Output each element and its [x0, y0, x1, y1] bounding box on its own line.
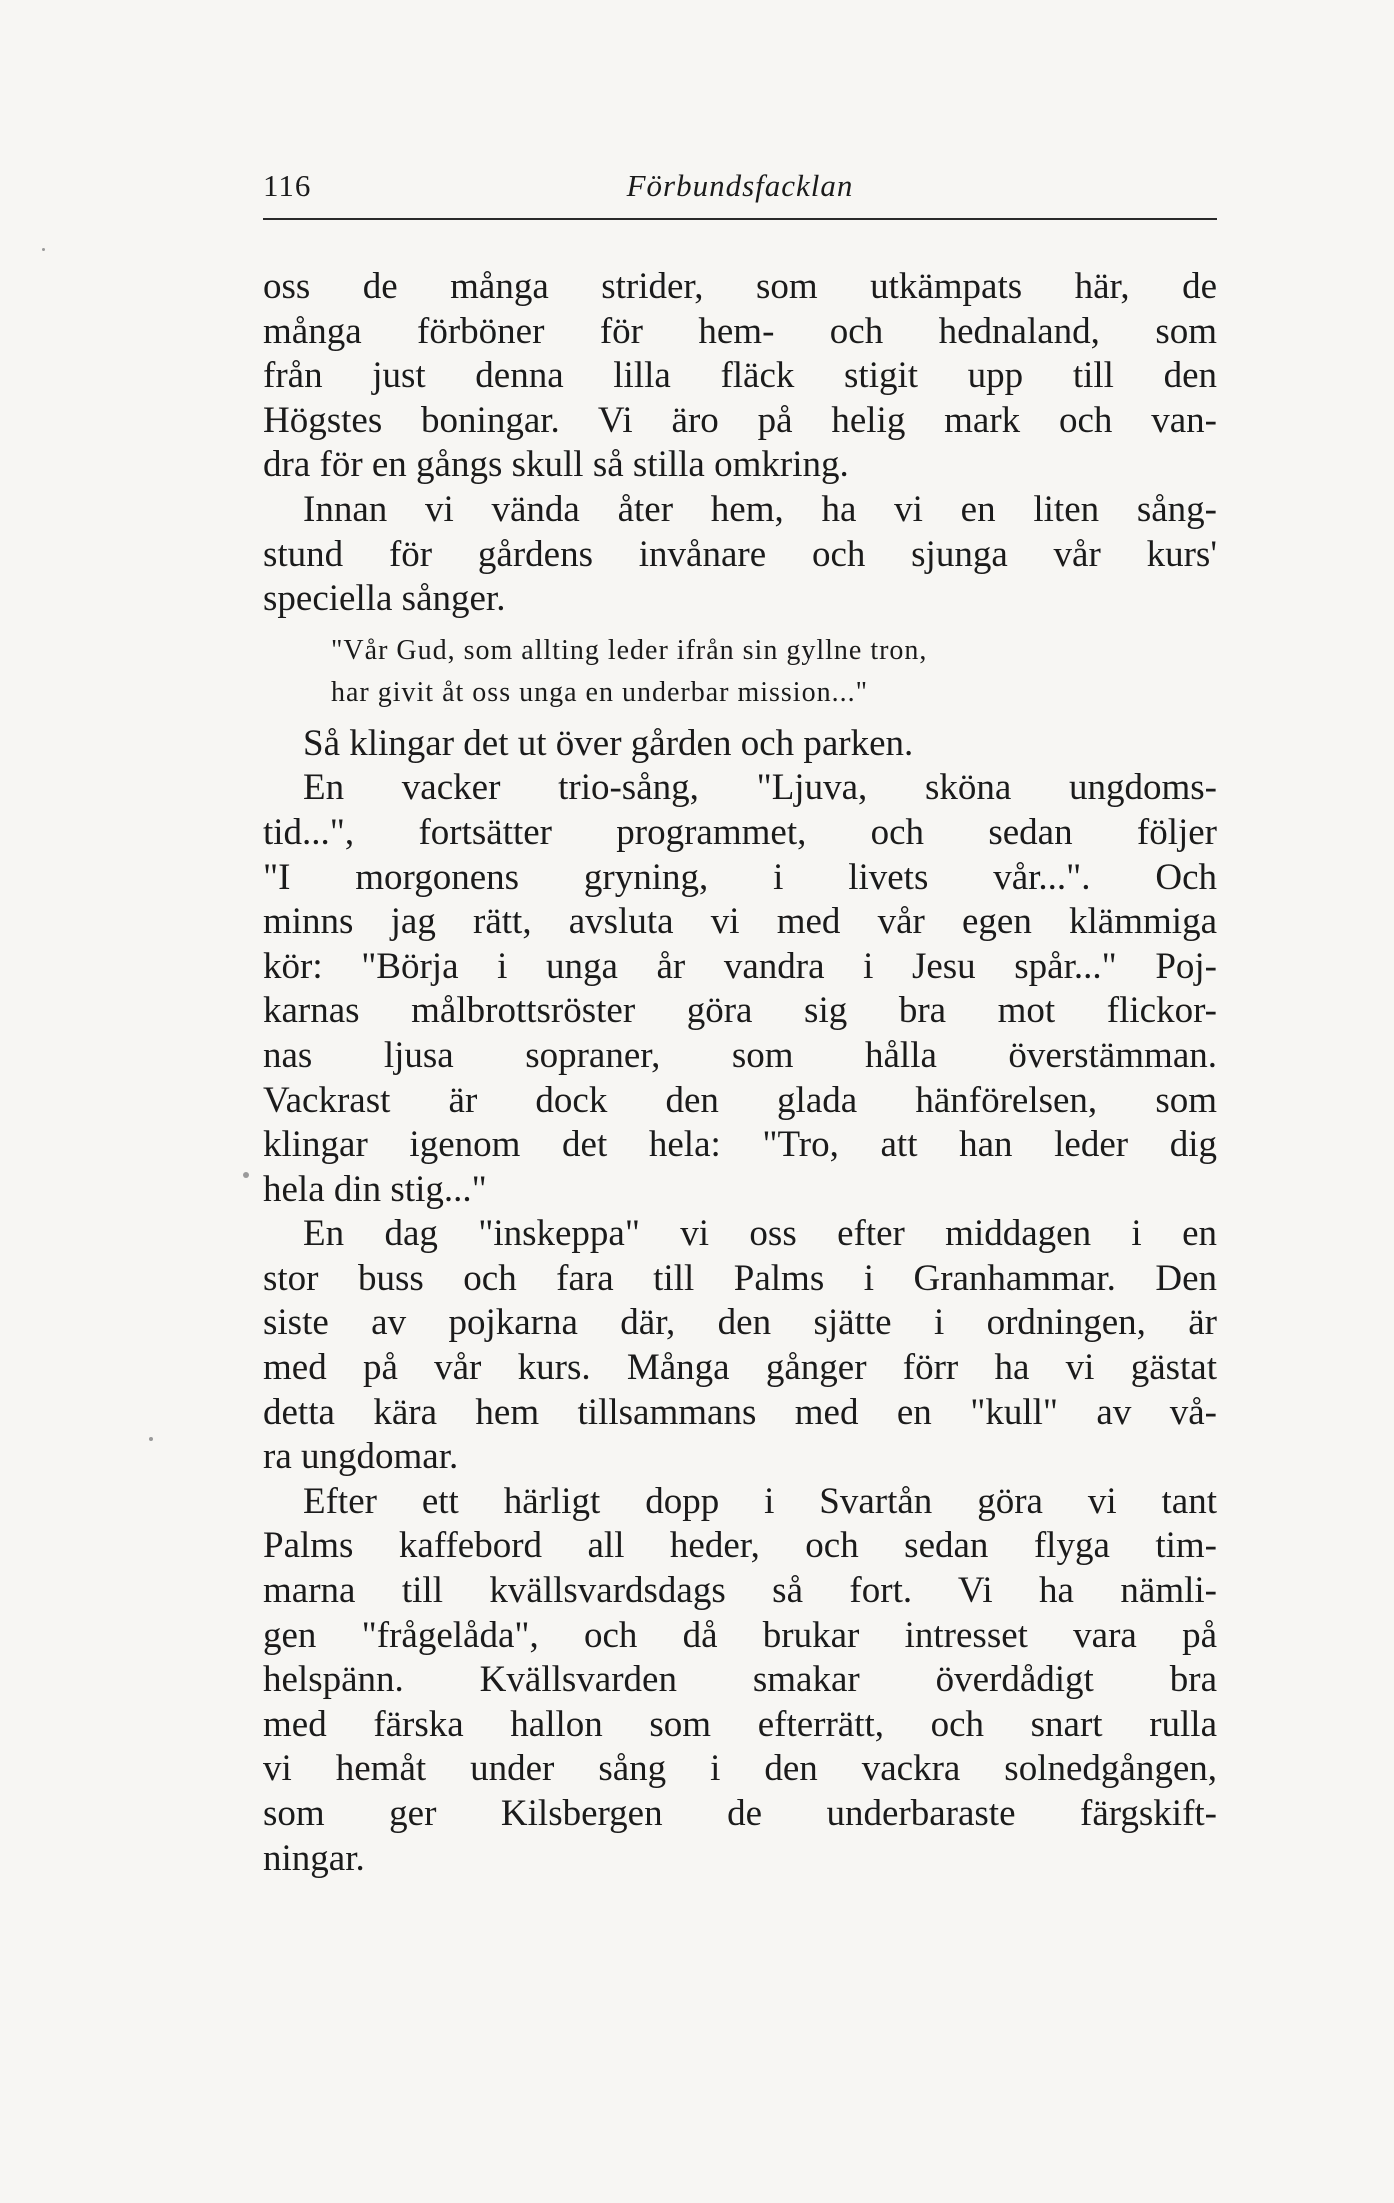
text-line: hela din stig...": [263, 1168, 487, 1210]
text-line: Högstes boningar. Vi äro på helig mark och van-: [263, 399, 1217, 441]
text-line: siste av pojkarna där, den sjätte i ordningen, är: [263, 1302, 1217, 1344]
text-line: Palms kaffebord all heder, och sedan flyga tim-: [263, 1525, 1217, 1567]
text-line: ningar.: [263, 1837, 365, 1879]
scan-speck: [243, 1172, 249, 1178]
text-line: detta kära hem tillsammans med en "kull" av vå-: [263, 1391, 1217, 1433]
text-line: dra för en gångs skull så stilla omkring.: [263, 444, 849, 486]
text-line: klingar igenom det hela: "Tro, att han leder dig: [263, 1124, 1217, 1166]
song-quote-line: har givit åt oss unga en underbar mission...": [331, 676, 869, 708]
text-line: En vacker trio-sång, "Ljuva, sköna ungdoms-: [303, 767, 1217, 809]
song-quote-line: "Vår Gud, som allting leder ifrån sin gyllne tron,: [331, 634, 928, 666]
text-line: helspänn. Kvällsvarden smakar överdådigt bra: [263, 1659, 1217, 1701]
scan-speck: [42, 248, 45, 251]
text-line: från just denna lilla fläck stigit upp till den: [263, 355, 1217, 397]
text-line: En dag "inskeppa" vi oss efter middagen i en: [303, 1213, 1217, 1255]
text-line: vi hemåt under sång i den vackra solnedgången,: [263, 1748, 1217, 1790]
page-header: [263, 166, 1217, 206]
text-line: marna till kvällsvardsdags så fort. Vi ha nämli-: [263, 1570, 1217, 1612]
text-line: speciella sånger.: [263, 578, 506, 620]
text-line: Vackrast är dock den glada hänförelsen, som: [263, 1079, 1217, 1121]
text-line: med färska hallon som efterrätt, och snart rulla: [263, 1703, 1217, 1745]
scan-speck: [149, 1437, 153, 1441]
body-text: [263, 265, 1217, 1881]
running-title: Förbundsfacklan: [626, 168, 854, 203]
text-line: ra ungdomar.: [263, 1436, 459, 1478]
page-number: 116: [263, 168, 312, 203]
text-line: Innan vi vända åter hem, ha vi en liten sång-: [303, 488, 1217, 530]
text-line: tid...", fortsätter programmet, och sedan följer: [263, 811, 1217, 853]
text-line: många förböner för hem- och hednaland, som: [263, 310, 1217, 352]
text-line: Efter ett härligt dopp i Svartån göra vi tant: [303, 1480, 1217, 1522]
text-line: "I morgonens gryning, i livets vår...". Och: [263, 856, 1217, 898]
text-line: med på vår kurs. Många gånger förr ha vi gästat: [263, 1347, 1217, 1389]
header-rule: [263, 218, 1217, 220]
text-line: stor buss och fara till Palms i Granhammar. Den: [263, 1257, 1217, 1299]
text-line: Så klingar det ut över gården och parken.: [303, 722, 914, 764]
text-line: karnas målbrottsröster göra sig bra mot flickor-: [263, 990, 1217, 1032]
text-line: som ger Kilsbergen de underbaraste färgskift-: [263, 1793, 1217, 1834]
text-line: minns jag rätt, avsluta vi med vår egen klämmiga: [263, 901, 1217, 943]
text-line: stund för gårdens invånare och sjunga vår kurs': [263, 533, 1217, 575]
text-line: oss de många strider, som utkämpats här, de: [263, 266, 1217, 307]
text-line: kör: "Börja i unga år vandra i Jesu spår..." Poj-: [263, 945, 1217, 987]
text-line: nas ljusa sopraner, som hålla överstämman.: [263, 1034, 1217, 1076]
text-line: gen "frågelåda", och då brukar intresset vara på: [263, 1614, 1217, 1656]
